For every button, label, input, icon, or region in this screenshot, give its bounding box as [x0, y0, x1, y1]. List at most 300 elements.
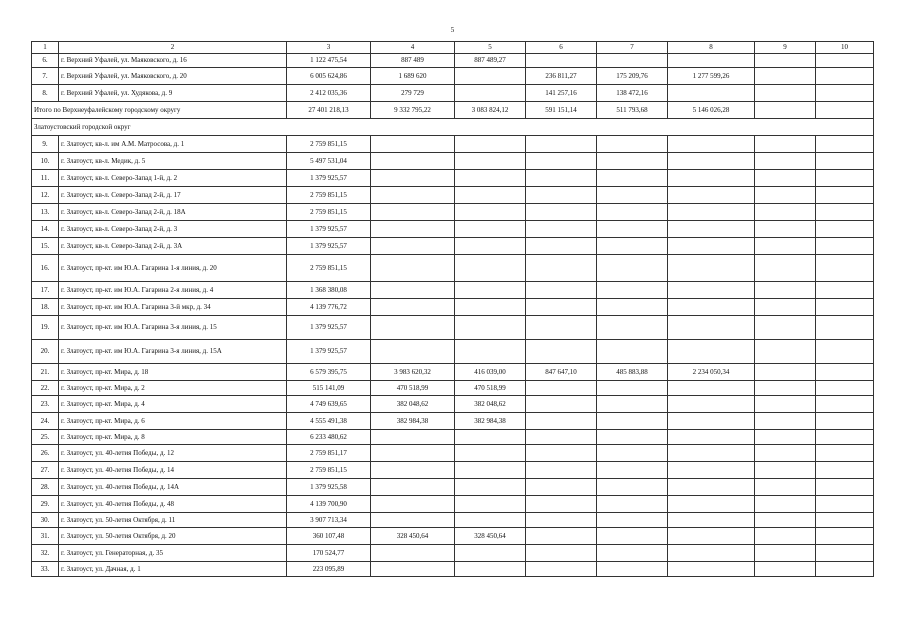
amount-cell: 1 379 925,57 [287, 170, 371, 187]
amount-cell [816, 479, 874, 496]
amount-cell [668, 479, 755, 496]
row-number: 18. [32, 299, 59, 316]
amount-cell [816, 430, 874, 445]
amount-cell [526, 187, 597, 204]
table-row [32, 340, 874, 364]
amount-cell [597, 153, 668, 170]
row-number: 20. [32, 340, 59, 364]
amount-cell [755, 238, 816, 255]
amount-cell [816, 102, 874, 119]
amount-cell: 5 497 531,04 [287, 153, 371, 170]
amount-cell [455, 513, 526, 528]
amount-cell [597, 255, 668, 282]
amount-cell [816, 496, 874, 513]
address-cell: г. Златоуст, кв-л. Северо-Запад 2-й, д. 18А [59, 204, 287, 221]
row-number: 31. [32, 528, 59, 545]
address-cell: г. Златоуст, ул. 40-летия Победы, д. 12 [59, 445, 287, 462]
column-header: 1 [32, 42, 59, 54]
amount-cell: 2 412 035,36 [287, 85, 371, 102]
amount-cell [755, 170, 816, 187]
amount-cell [371, 282, 455, 299]
amount-cell: 138 472,16 [597, 85, 668, 102]
amount-cell [755, 136, 816, 153]
address-cell: г. Верхний Уфалей, ул. Худякова, д. 9 [59, 85, 287, 102]
amount-cell [755, 282, 816, 299]
amount-cell: 887 489 [371, 54, 455, 68]
row-number: 9. [32, 136, 59, 153]
column-header: 10 [816, 42, 874, 54]
amount-cell [597, 316, 668, 340]
amount-cell: 4 555 491,38 [287, 413, 371, 430]
amount-cell [526, 153, 597, 170]
amount-cell [597, 479, 668, 496]
amount-cell [755, 221, 816, 238]
amount-cell [755, 187, 816, 204]
amount-cell: 360 107,48 [287, 528, 371, 545]
row-number: 15. [32, 238, 59, 255]
amount-cell [526, 396, 597, 413]
table-row [32, 282, 874, 299]
amount-cell [526, 316, 597, 340]
amount-cell [816, 68, 874, 85]
table-row [32, 153, 874, 170]
row-number: 10. [32, 153, 59, 170]
amount-cell [526, 238, 597, 255]
address-cell: г. Златоуст, кв-л. Северо-Запад 1-й, д. 2 [59, 170, 287, 187]
amount-cell [455, 479, 526, 496]
amount-cell: 1 379 925,57 [287, 340, 371, 364]
row-number: 30. [32, 513, 59, 528]
amount-cell: 5 146 026,28 [668, 102, 755, 119]
amount-cell: 1 379 925,57 [287, 221, 371, 238]
amount-cell [526, 204, 597, 221]
table-row [32, 496, 874, 513]
amount-cell [526, 479, 597, 496]
amount-cell: 591 151,14 [526, 102, 597, 119]
amount-cell [668, 187, 755, 204]
row-number: 25. [32, 430, 59, 445]
amount-cell [526, 528, 597, 545]
amount-cell [526, 381, 597, 396]
amount-cell: 485 883,88 [597, 364, 668, 381]
amount-cell [816, 54, 874, 68]
amount-cell [816, 445, 874, 462]
amount-cell [371, 479, 455, 496]
amount-cell [755, 381, 816, 396]
amount-cell [668, 381, 755, 396]
table-row [32, 238, 874, 255]
amount-cell [455, 68, 526, 85]
amount-cell [455, 136, 526, 153]
section-title: Златоустовский городской округ [32, 119, 874, 136]
table-row [32, 545, 874, 562]
amount-cell [597, 462, 668, 479]
row-number: 27. [32, 462, 59, 479]
address-cell: г. Златоуст, пр-кт. Мира, д. 8 [59, 430, 287, 445]
amount-cell: 1 379 925,57 [287, 316, 371, 340]
amount-cell [816, 381, 874, 396]
row-number: 11. [32, 170, 59, 187]
address-cell: г. Златоуст, ул. 40-летия Победы, д. 48 [59, 496, 287, 513]
amount-cell: 1 122 475,54 [287, 54, 371, 68]
address-cell: г. Верхний Уфалей, ул. Маяковского, д. 16 [59, 54, 287, 68]
amount-cell [597, 396, 668, 413]
row-number: 26. [32, 445, 59, 462]
row-number: 12. [32, 187, 59, 204]
amount-cell [668, 153, 755, 170]
table-row [32, 364, 874, 381]
amount-cell [597, 54, 668, 68]
column-header: 8 [668, 42, 755, 54]
row-number: 16. [32, 255, 59, 282]
amount-cell: 328 450,64 [371, 528, 455, 545]
column-header: 6 [526, 42, 597, 54]
address-cell: г. Златоуст, кв-л. Медик, д. 5 [59, 153, 287, 170]
amount-cell [668, 136, 755, 153]
amount-cell: 4 139 776,72 [287, 299, 371, 316]
amount-cell [668, 528, 755, 545]
amount-cell [816, 170, 874, 187]
amount-cell [526, 340, 597, 364]
table-row [32, 479, 874, 496]
row-number: 23. [32, 396, 59, 413]
amount-cell: 6 233 480,62 [287, 430, 371, 445]
amount-cell [816, 364, 874, 381]
header-row [32, 42, 874, 54]
amount-cell [668, 85, 755, 102]
address-cell: г. Златоуст, пр-кт. им Ю.А. Гагарина 1-я линия, д. 20 [59, 255, 287, 282]
amount-cell [371, 187, 455, 204]
table-row [32, 430, 874, 445]
amount-cell [455, 238, 526, 255]
amount-cell [597, 282, 668, 299]
table-row [32, 221, 874, 238]
amount-cell: 3 983 620,32 [371, 364, 455, 381]
amount-cell [526, 462, 597, 479]
amount-cell [455, 316, 526, 340]
amount-cell [816, 136, 874, 153]
amount-cell [597, 430, 668, 445]
amount-cell [816, 187, 874, 204]
amount-cell [668, 170, 755, 187]
address-cell: г. Златоуст, пр-кт. Мира, д. 6 [59, 413, 287, 430]
amount-cell [668, 513, 755, 528]
amount-cell: 416 039,00 [455, 364, 526, 381]
amount-cell [755, 396, 816, 413]
amount-cell [668, 221, 755, 238]
amount-cell: 1 368 380,08 [287, 282, 371, 299]
address-cell: г. Верхний Уфалей, ул. Маяковского, д. 20 [59, 68, 287, 85]
amount-cell: 4 139 700,90 [287, 496, 371, 513]
amount-cell [755, 562, 816, 577]
amount-cell [816, 153, 874, 170]
amount-cell: 2 759 851,15 [287, 136, 371, 153]
section-row [32, 119, 874, 136]
row-number: 17. [32, 282, 59, 299]
row-number: 19. [32, 316, 59, 340]
amount-cell: 328 450,64 [455, 528, 526, 545]
column-header: 9 [755, 42, 816, 54]
row-number: 8. [32, 85, 59, 102]
amount-cell: 279 729 [371, 85, 455, 102]
data-table [31, 41, 874, 577]
amount-cell [526, 545, 597, 562]
amount-cell [371, 170, 455, 187]
amount-cell [668, 545, 755, 562]
row-number: 32. [32, 545, 59, 562]
amount-cell [371, 513, 455, 528]
amount-cell [816, 396, 874, 413]
amount-cell: 847 647,10 [526, 364, 597, 381]
amount-cell [816, 545, 874, 562]
amount-cell: 3 083 824,12 [455, 102, 526, 119]
address-cell: г. Златоуст, ул. 40-летия Победы, д. 14А [59, 479, 287, 496]
amount-cell [668, 340, 755, 364]
amount-cell [597, 136, 668, 153]
amount-cell [668, 54, 755, 68]
address-cell: г. Златоуст, ул. Дачная, д. 1 [59, 562, 287, 577]
amount-cell [371, 462, 455, 479]
amount-cell: 382 984,38 [371, 413, 455, 430]
amount-cell [597, 496, 668, 513]
amount-cell: 141 257,16 [526, 85, 597, 102]
amount-cell [455, 445, 526, 462]
amount-cell [371, 221, 455, 238]
amount-cell [755, 430, 816, 445]
amount-cell [755, 204, 816, 221]
amount-cell [597, 238, 668, 255]
amount-cell [526, 562, 597, 577]
amount-cell [455, 340, 526, 364]
amount-cell [816, 85, 874, 102]
amount-cell [371, 153, 455, 170]
amount-cell [371, 562, 455, 577]
amount-cell [597, 513, 668, 528]
amount-cell [371, 299, 455, 316]
amount-cell [755, 102, 816, 119]
table-row [32, 299, 874, 316]
amount-cell: 27 401 218,13 [287, 102, 371, 119]
address-cell: г. Златоуст, пр-кт. им Ю.А. Гагарина 3-й мкр, д. 34 [59, 299, 287, 316]
amount-cell [816, 282, 874, 299]
table-row [32, 396, 874, 413]
address-cell: г. Златоуст, ул. Генераторная, д. 35 [59, 545, 287, 562]
amount-cell [371, 316, 455, 340]
amount-cell [755, 528, 816, 545]
amount-cell [755, 340, 816, 364]
address-cell: г. Златоуст, ул. 50-летия Октября, д. 20 [59, 528, 287, 545]
amount-cell [455, 170, 526, 187]
amount-cell [455, 496, 526, 513]
amount-cell [668, 462, 755, 479]
total-label: Итого по Верхнеуфалейскому городскому округу [32, 102, 287, 119]
table-row [32, 255, 874, 282]
amount-cell [668, 255, 755, 282]
amount-cell [526, 282, 597, 299]
amount-cell [755, 545, 816, 562]
amount-cell [597, 170, 668, 187]
table-row [32, 85, 874, 102]
amount-cell [371, 136, 455, 153]
amount-cell [668, 238, 755, 255]
amount-cell: 2 759 851,17 [287, 445, 371, 462]
amount-cell [668, 413, 755, 430]
amount-cell [455, 462, 526, 479]
address-cell: г. Златоуст, ул. 50-летия Октября, д. 11 [59, 513, 287, 528]
amount-cell [755, 496, 816, 513]
table-row [32, 136, 874, 153]
amount-cell [455, 153, 526, 170]
amount-cell: 1 379 925,57 [287, 238, 371, 255]
amount-cell [455, 562, 526, 577]
amount-cell [526, 221, 597, 238]
amount-cell [668, 316, 755, 340]
amount-cell [816, 299, 874, 316]
amount-cell: 1 379 925,58 [287, 479, 371, 496]
column-header: 5 [455, 42, 526, 54]
amount-cell [371, 238, 455, 255]
table-row [32, 54, 874, 68]
address-cell: г. Златоуст, пр-кт. им Ю.А. Гагарина 3-я линия, д. 15 [59, 316, 287, 340]
amount-cell [755, 255, 816, 282]
amount-cell [455, 255, 526, 282]
table-row [32, 413, 874, 430]
table-row [32, 445, 874, 462]
address-cell: г. Златоуст, кв-л. им А.М. Матросова, д. 1 [59, 136, 287, 153]
amount-cell [668, 396, 755, 413]
amount-cell: 2 759 851,15 [287, 255, 371, 282]
amount-cell [526, 255, 597, 282]
column-header: 7 [597, 42, 668, 54]
amount-cell [597, 187, 668, 204]
address-cell: г. Златоуст, пр-кт. Мира, д. 4 [59, 396, 287, 413]
amount-cell: 515 141,09 [287, 381, 371, 396]
amount-cell: 4 749 639,65 [287, 396, 371, 413]
amount-cell [816, 221, 874, 238]
amount-cell [526, 513, 597, 528]
amount-cell [755, 479, 816, 496]
amount-cell: 1 689 620 [371, 68, 455, 85]
address-cell: г. Златоуст, пр-кт. Мира, д. 2 [59, 381, 287, 396]
amount-cell [455, 221, 526, 238]
amount-cell: 9 332 795,22 [371, 102, 455, 119]
amount-cell: 6 005 624,86 [287, 68, 371, 85]
row-number: 21. [32, 364, 59, 381]
amount-cell [668, 204, 755, 221]
amount-cell [597, 445, 668, 462]
amount-cell [755, 68, 816, 85]
amount-cell [455, 187, 526, 204]
amount-cell [755, 299, 816, 316]
table-row [32, 170, 874, 187]
row-number: 13. [32, 204, 59, 221]
amount-cell [816, 462, 874, 479]
amount-cell [597, 381, 668, 396]
amount-cell [455, 204, 526, 221]
amount-cell [755, 85, 816, 102]
amount-cell: 2 234 050,34 [668, 364, 755, 381]
row-number: 7. [32, 68, 59, 85]
row-number: 24. [32, 413, 59, 430]
address-cell: г. Златоуст, пр-кт. Мира, д. 18 [59, 364, 287, 381]
amount-cell [597, 221, 668, 238]
amount-cell [816, 255, 874, 282]
amount-cell [755, 364, 816, 381]
amount-cell [526, 299, 597, 316]
amount-cell: 382 984,38 [455, 413, 526, 430]
amount-cell [816, 340, 874, 364]
amount-cell [755, 513, 816, 528]
amount-cell: 3 907 713,34 [287, 513, 371, 528]
column-header: 4 [371, 42, 455, 54]
amount-cell: 382 048,62 [371, 396, 455, 413]
address-cell: г. Златоуст, кв-л. Северо-Запад 2-й, д. 17 [59, 187, 287, 204]
amount-cell: 511 793,68 [597, 102, 668, 119]
amount-cell: 170 524,77 [287, 545, 371, 562]
amount-cell: 223 095,89 [287, 562, 371, 577]
column-header: 2 [59, 42, 287, 54]
amount-cell [816, 238, 874, 255]
amount-cell: 1 277 599,26 [668, 68, 755, 85]
amount-cell [371, 430, 455, 445]
amount-cell: 470 518,99 [455, 381, 526, 396]
amount-cell [371, 445, 455, 462]
amount-cell [526, 413, 597, 430]
amount-cell [455, 282, 526, 299]
amount-cell [371, 255, 455, 282]
amount-cell [816, 513, 874, 528]
table-row [32, 528, 874, 545]
page-number: 5 [450, 26, 455, 34]
table-row [32, 381, 874, 396]
amount-cell [455, 545, 526, 562]
amount-cell [816, 316, 874, 340]
amount-cell: 6 579 395,75 [287, 364, 371, 381]
amount-cell [755, 153, 816, 170]
amount-cell [755, 54, 816, 68]
amount-cell: 2 759 851,15 [287, 187, 371, 204]
amount-cell [597, 299, 668, 316]
row-number: 28. [32, 479, 59, 496]
amount-cell [597, 528, 668, 545]
table-row [32, 513, 874, 528]
table-row [32, 68, 874, 85]
column-header: 3 [287, 42, 371, 54]
table-row [32, 462, 874, 479]
address-cell: г. Златоуст, кв-л. Северо-Запад 2-й, д. 3А [59, 238, 287, 255]
amount-cell [755, 445, 816, 462]
amount-cell [668, 282, 755, 299]
row-number: 33. [32, 562, 59, 577]
amount-cell [668, 445, 755, 462]
amount-cell: 175 209,76 [597, 68, 668, 85]
amount-cell: 236 811,27 [526, 68, 597, 85]
amount-cell [526, 445, 597, 462]
table-row [32, 204, 874, 221]
amount-cell [668, 299, 755, 316]
address-cell: г. Златоуст, пр-кт. им Ю.А. Гагарина 3-я линия, д. 15А [59, 340, 287, 364]
row-number: 14. [32, 221, 59, 238]
amount-cell [455, 430, 526, 445]
amount-cell: 887 489,27 [455, 54, 526, 68]
amount-cell [597, 545, 668, 562]
table-row [32, 316, 874, 340]
amount-cell [526, 136, 597, 153]
amount-cell [755, 413, 816, 430]
amount-cell [526, 430, 597, 445]
amount-cell [816, 204, 874, 221]
amount-cell [816, 562, 874, 577]
